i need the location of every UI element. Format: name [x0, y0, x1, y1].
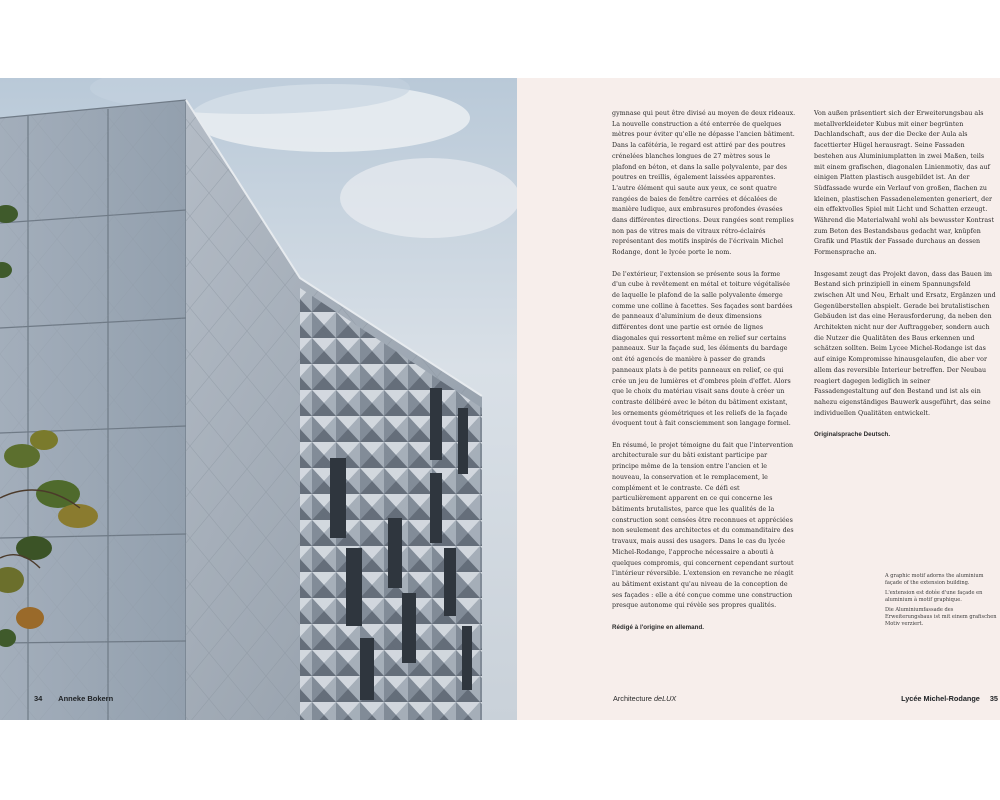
right-page [517, 78, 1000, 720]
magazine-spread [0, 78, 1000, 720]
publication-prefix: Architecture [613, 694, 654, 703]
french-paragraph: De l'extérieur, l'extension se présente sous la forme d'un cube à revêtement en métal et toiture végétalisée de laquelle le plafond de la salle polyvalente émerge comme une colline à facettes. Ses façades sont bardées de panneaux d'aluminium de deux dimensions différentes dont une partie est ornée de lignes diagonales qui ressortent même en relief sur certains panneaux. Sur la façade sud, les éléments du bardage ont été agencés de manière à passer de grands panneaux plats à de petits panneaux en relief, ce qui crée un jeu de lumières et d'ombres plein d'effet. Alors que le choix du matériau visait sans doute à créer un contraste délibéré avec le béton du bâtiment existant, les ornements géométriques et les reliefs de la façade évoquent tout à fait consciemment son langage formel. [612, 270, 793, 428]
photo-caption [885, 573, 997, 631]
author-credit: Anneke Bokern [58, 694, 114, 703]
publication-italic: deLUX [653, 694, 677, 703]
left-folio [34, 694, 113, 703]
caption-english: A graphic motif adorns the aluminium façade of the extension building. [885, 573, 984, 587]
french-signoff: Rédigé à l'origine en allemand. [612, 623, 705, 631]
caption-german: Die Aluminiumfassade des Erweiterungsbaus ist mit einem grafischen Motiv verziert. [885, 606, 997, 628]
publication-name [613, 694, 676, 703]
caption-french: L'extension est dotée d'une façade en aluminium à motif graphique. [885, 589, 983, 604]
right-page-number: 35 [989, 694, 998, 703]
german-text-column [814, 109, 996, 451]
section-title: Lycée Michel-Rodange [901, 694, 980, 703]
german-paragraph: Insgesamt zeugt das Projekt davon, dass das Bauen im Bestand sich prinzipiell in einem Spannungsfeld zwischen Alt und Neu, Erhalt und Ersatz, Ergänzen und Gegenüberstellen abspielt. Gerade bei brutalistischen Gebäuden ist das eine Herausforderung, da neben den Architekten nicht nur der Auftraggeber, sondern auch die Nutzer die Qualitäten des Baus erkennen und schätzen sollten. Beim Lycee Michel-Rodange ist das auf einige Kompromisse hinausgelaufen, die aber vor allem das reversible Interieur betreffen. Der Neubau reagiert dagegen lediglich in seiner Fassadengestaltung auf den Bestand und ist als ein nahezu eigenständiges Bauwerk ausgeführt, das seine individuellen Qualitäten entwickelt. [814, 270, 996, 417]
french-paragraph: gymnase qui peut être divisé au moyen de deux rideaux. La nouvelle construction a été enterrée de quelques mètres pour éviter qu'elle ne dépasse l'ancien bâtiment. Dans la cafétéria, le regard est attiré par des poutres crénelées blanches longues de 27 mètres sous le plafond en béton, et dans la salle polyvalente, par des poutres en treillis, également laissées apparentes. L'autre élément qui saute aux yeux, ce sont quatre rangées de baies de fenêtre carrées et décalées de manière ludique, aux embrasures profondes évasées dans différentes directions. Deux rangées sont remplies non pas de vitres mais de vitraux rétro-éclairés représentant des motifs inspirés de l'écrivain Michel Rodange, dont le lycée porte le nom. [612, 110, 796, 257]
french-paragraph: En résumé, le projet témoigne du fait que l'intervention architecturale sur du bâti existant participe par principe même de la tension entre l'ancien et le nouveau, la conservation et le remplacement, le complément et le contraste. Ce défi est particulièrement apparent en ce qui concerne les bâtiments brutalistes, parce que les qualités de la construction sont censées être reconnues et appréciées non seulement des architectes et du commanditaire des travaux, mais aussi des usagers. Dans le cas du lycée Michel-Rodange, l'approche nécessaire a abouti à quelques compromis, qui concernent cependant surtout l'intérieur réversible. L'extension en revanche ne réagit au bâtiment existant qu'au niveau de la conception de ses façades : elle a été conçue comme une construction presque autonome qui révèle ses propres qualités. [612, 441, 794, 610]
left-page-number: 34 [34, 694, 43, 703]
french-text-column [612, 109, 796, 644]
left-page [0, 78, 517, 720]
right-folio [850, 694, 1000, 703]
german-paragraph: Von außen präsentiert sich der Erweiterungsbau als metallverkleideter Kubus mit einer begrünten Dachlandschaft, aus der die Decke der Aula als facettierter Hügel herausragt. Seine Fassaden bestehen aus Aluminiumplatten in zwei Maßen, teils mit einem grafischen, diagonalen Linienmotiv, das auf einigen Platten plastisch ausgebildet ist. An der Südfassade wurde ein Verlauf von großen, flachen zu kleinen, plastischen Fassadenelementen generiert, der ein effektvolles Spiel mit Licht und Schatten erzeugt. Während die Materialwahl wohl als bewusster Kontrast zum Beton des Bestandsbaus gedacht war, knüpfen Grafik und Plastik der Fassade durchaus an dessen Formensprache an. [814, 110, 995, 257]
building-facade-photo [0, 78, 517, 720]
german-signoff: Originalsprache Deutsch. [814, 431, 891, 439]
